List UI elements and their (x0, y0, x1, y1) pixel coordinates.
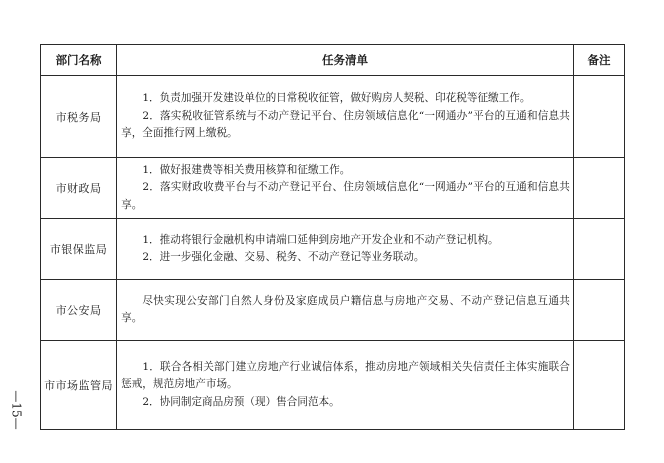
dept-cell: 市公安局 (41, 280, 117, 341)
table-row (41, 341, 625, 430)
task-item: 2．落实财政收费平台与不动产登记平台、住房领域信息化“一网通办”平台的互通和信息共享。 (121, 181, 570, 211)
note-cell (573, 280, 624, 341)
task-item: 1．联合各相关部门建立房地产行业诚信体系，推动房地产领域相关失信责任主体实施联合惩戒，规范房地产市场。 (121, 360, 570, 391)
task-table (40, 44, 625, 430)
header-tasks: 任务清单 (117, 45, 574, 76)
table-row (41, 158, 625, 219)
table-row (41, 76, 625, 158)
tasks-cell (117, 341, 574, 430)
task-item: 1．推动将银行金融机构申请端口延伸到房地产开发企业和不动产登记机构。 (142, 233, 499, 246)
tasks-cell (117, 219, 574, 280)
page-number (10, 384, 24, 436)
page-number-text: —15— (10, 390, 24, 430)
header-row (41, 45, 625, 76)
header-dept: 部门名称 (41, 45, 117, 76)
tasks-cell (117, 158, 574, 219)
tasks-cell (117, 76, 574, 158)
table-row (41, 219, 625, 280)
dept-cell: 市财政局 (41, 158, 117, 219)
task-item: 尽快实现公安部门自然人身份及家庭成员户籍信息与房地产交易、不动产登记信息互通共享。 (121, 294, 570, 324)
dept-cell: 市税务局 (41, 76, 117, 158)
note-cell (573, 219, 624, 280)
task-item: 1．负责加强开发建设单位的日常税收征管，做好购房人契税、印花税等征缴工作。 (142, 92, 531, 105)
header-notes: 备注 (573, 45, 624, 76)
task-item: 1．做好报建费等相关费用核算和征缴工作。 (142, 163, 351, 176)
dept-cell: 市银保监局 (41, 219, 117, 280)
note-cell (573, 158, 624, 219)
task-item: 2．协同制定商品房预（现）售合同范本。 (142, 395, 340, 408)
task-item: 2．落实税收征管系统与不动产登记平台、住房领域信息化“一网通办”平台的互通和信息共享，全面推行网上缴税。 (121, 109, 570, 140)
tasks-cell (117, 280, 574, 341)
note-cell (573, 76, 624, 158)
task-item: 2．进一步强化金融、交易、税务、不动产登记等业务联动。 (142, 251, 425, 263)
dept-cell: 市市场监管局 (41, 341, 117, 430)
note-cell (573, 341, 624, 430)
table-row (41, 280, 625, 341)
